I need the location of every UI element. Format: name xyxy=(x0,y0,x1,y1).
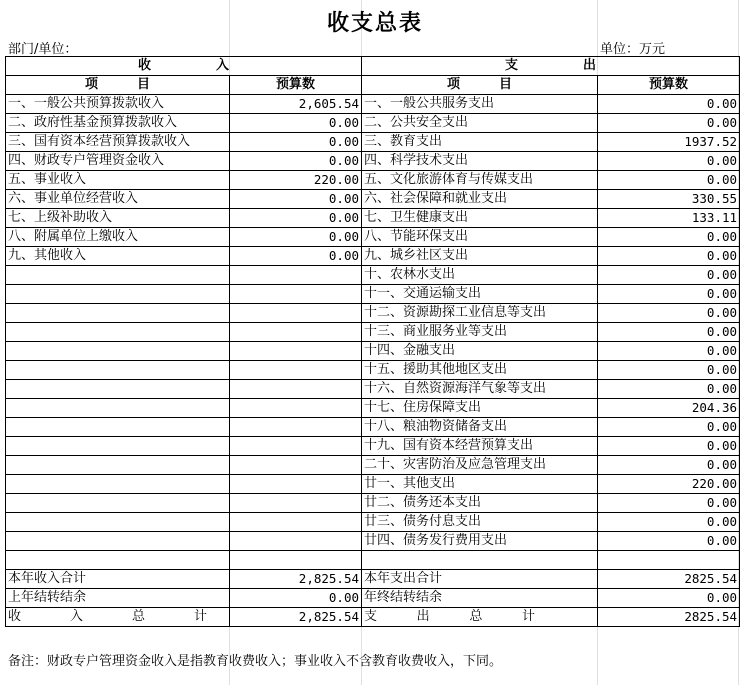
blank-cell xyxy=(6,285,230,304)
income-item-label: 三、国有资本经营预算拨款收入 xyxy=(6,133,230,152)
expense-item-label: 廿四、债务发行费用支出 xyxy=(362,532,598,551)
income-total-char: 收 xyxy=(8,609,22,624)
income-budget-header: 预算数 xyxy=(230,76,362,95)
expense-year-total-label: 本年支出合计 xyxy=(362,570,598,589)
table-row xyxy=(6,532,740,551)
income-item-value: 0.00 xyxy=(230,228,362,247)
blank-cell xyxy=(230,361,362,380)
expense-grand-total-label xyxy=(362,608,598,627)
blank-cell xyxy=(230,380,362,399)
table-row xyxy=(6,399,740,418)
expense-item-value: 133.11 xyxy=(598,209,740,228)
blank-cell xyxy=(6,456,230,475)
income-year-total-value: 2,825.54 xyxy=(230,570,362,589)
expense-budget-header: 预算数 xyxy=(598,76,740,95)
income-grand-total-value: 2,825.54 xyxy=(230,608,362,627)
table-row xyxy=(6,342,740,361)
blank-cell xyxy=(230,285,362,304)
income-item-label: 五、事业收入 xyxy=(6,171,230,190)
table-row xyxy=(6,323,740,342)
expense-item-value: 0.00 xyxy=(598,152,740,171)
expense-item-label: 六、社会保障和就业支出 xyxy=(362,190,598,209)
expense-item-label: 十七、住房保障支出 xyxy=(362,399,598,418)
department-label: 部门/单位： xyxy=(8,42,78,57)
blank-cell xyxy=(6,494,230,513)
blank-cell xyxy=(230,551,362,570)
income-item-value: 0.00 xyxy=(230,247,362,266)
income-item-label: 二、政府性基金预算拨款收入 xyxy=(6,114,230,133)
expense-item-label: 九、城乡社区支出 xyxy=(362,247,598,266)
blank-cell xyxy=(6,399,230,418)
expense-item-label: 七、卫生健康支出 xyxy=(362,209,598,228)
table-row xyxy=(6,95,740,114)
expense-section-header: 支 出 xyxy=(362,57,740,76)
expense-item-label: 八、节能环保支出 xyxy=(362,228,598,247)
blank-cell xyxy=(230,475,362,494)
expense-item-value: 0.00 xyxy=(598,342,740,361)
expense-item-label: 十二、资源勘探工业信息等支出 xyxy=(362,304,598,323)
expense-item-value: 330.55 xyxy=(598,190,740,209)
expense-item-label: 四、科学技术支出 xyxy=(362,152,598,171)
expense-item-label: 廿三、债务付息支出 xyxy=(362,513,598,532)
income-grand-total-label xyxy=(6,608,230,627)
income-total-char: 总 xyxy=(131,609,145,624)
income-item-value: 2,605.54 xyxy=(230,95,362,114)
income-item-value: 220.00 xyxy=(230,171,362,190)
income-item-value: 0.00 xyxy=(230,190,362,209)
table-row xyxy=(6,285,740,304)
expense-item-value: 0.00 xyxy=(598,456,740,475)
expense-item-label: 一、一般公共服务支出 xyxy=(362,95,598,114)
blank-cell xyxy=(6,418,230,437)
table-row xyxy=(6,304,740,323)
blank-cell xyxy=(230,513,362,532)
blank-cell xyxy=(230,323,362,342)
expense-item-label: 十一、交通运输支出 xyxy=(362,285,598,304)
blank-cell xyxy=(230,304,362,323)
expense-item-value: 220.00 xyxy=(598,475,740,494)
income-total-char: 计 xyxy=(193,609,207,624)
expense-item-value: 0.00 xyxy=(598,285,740,304)
expense-item-label: 十九、国有资本经营预算支出 xyxy=(362,437,598,456)
income-item-value: 0.00 xyxy=(230,114,362,133)
prev-carry-value: 0.00 xyxy=(230,589,362,608)
blank-cell xyxy=(6,266,230,285)
expense-item-value: 0.00 xyxy=(598,418,740,437)
blank-cell xyxy=(362,551,598,570)
table-row xyxy=(6,475,740,494)
income-total-char: 入 xyxy=(69,609,83,624)
expense-item-header: 项 目 xyxy=(362,76,598,95)
income-item-label: 八、附属单位上缴收入 xyxy=(6,228,230,247)
income-item-value: 0.00 xyxy=(230,209,362,228)
expense-item-value: 1937.52 xyxy=(598,133,740,152)
expense-item-label: 廿二、债务还本支出 xyxy=(362,494,598,513)
table-row xyxy=(6,114,740,133)
table-row xyxy=(6,247,740,266)
income-item-value: 0.00 xyxy=(230,152,362,171)
blank-cell xyxy=(6,380,230,399)
blank-cell xyxy=(6,532,230,551)
expense-item-label: 二十、灾害防治及应急管理支出 xyxy=(362,456,598,475)
expense-item-label: 十三、商业服务业等支出 xyxy=(362,323,598,342)
expense-item-label: 十五、援助其他地区支出 xyxy=(362,361,598,380)
expense-item-label: 二、公共安全支出 xyxy=(362,114,598,133)
income-item-label: 四、财政专户管理资金收入 xyxy=(6,152,230,171)
expense-item-value: 0.00 xyxy=(598,95,740,114)
blank-cell xyxy=(230,418,362,437)
expense-item-value: 204.36 xyxy=(598,399,740,418)
expense-item-value: 0.00 xyxy=(598,228,740,247)
income-item-label: 一、一般公共预算拨款收入 xyxy=(6,95,230,114)
table-row xyxy=(6,209,740,228)
expense-item-value: 0.00 xyxy=(598,304,740,323)
expense-item-value: 0.00 xyxy=(598,171,740,190)
expense-total-char: 出 xyxy=(416,609,430,624)
expense-item-value: 0.00 xyxy=(598,532,740,551)
table-row xyxy=(6,494,740,513)
expense-item-value: 0.00 xyxy=(598,513,740,532)
blank-cell xyxy=(598,551,740,570)
expense-grand-total-value: 2825.54 xyxy=(598,608,740,627)
table-row xyxy=(6,361,740,380)
blank-cell xyxy=(6,475,230,494)
income-item-value: 0.00 xyxy=(230,133,362,152)
income-year-total-label: 本年收入合计 xyxy=(6,570,230,589)
table-row xyxy=(6,437,740,456)
expense-item-label: 廿一、其他支出 xyxy=(362,475,598,494)
expense-item-value: 0.00 xyxy=(598,437,740,456)
expense-item-label: 十六、自然资源海洋气象等支出 xyxy=(362,380,598,399)
expense-item-value: 0.00 xyxy=(598,380,740,399)
income-section-header: 收 入 xyxy=(6,57,362,76)
blank-cell xyxy=(6,342,230,361)
table-row xyxy=(6,456,740,475)
income-item-label: 九、其他收入 xyxy=(6,247,230,266)
budget-table xyxy=(5,56,740,627)
blank-cell xyxy=(230,437,362,456)
blank-cell xyxy=(6,361,230,380)
expense-item-value: 0.00 xyxy=(598,361,740,380)
expense-total-char: 计 xyxy=(521,609,535,624)
blank-cell xyxy=(230,494,362,513)
end-carry-value: 0.00 xyxy=(598,589,740,608)
table-row xyxy=(6,228,740,247)
expense-item-value: 0.00 xyxy=(598,266,740,285)
expense-item-label: 十、农林水支出 xyxy=(362,266,598,285)
expense-total-char: 总 xyxy=(469,609,483,624)
expense-year-total-value: 2825.54 xyxy=(598,570,740,589)
page-title: 收支总表 xyxy=(326,10,423,36)
expense-item-label: 五、文化旅游体育与传媒支出 xyxy=(362,171,598,190)
prev-carry-label: 上年结转结余 xyxy=(6,589,230,608)
expense-item-label: 十八、粮油物资储备支出 xyxy=(362,418,598,437)
blank-cell xyxy=(230,532,362,551)
table-row xyxy=(6,513,740,532)
table-row xyxy=(6,380,740,399)
blank-cell xyxy=(230,266,362,285)
blank-cell xyxy=(6,551,230,570)
table-row xyxy=(6,133,740,152)
expense-item-value: 0.00 xyxy=(598,494,740,513)
expense-item-value: 0.00 xyxy=(598,114,740,133)
table-row xyxy=(6,171,740,190)
expense-item-value: 0.00 xyxy=(598,247,740,266)
income-item-header: 项 目 xyxy=(6,76,230,95)
blank-cell xyxy=(6,323,230,342)
table-row xyxy=(6,418,740,437)
blank-cell xyxy=(6,304,230,323)
income-item-label: 六、事业单位经营收入 xyxy=(6,190,230,209)
blank-cell xyxy=(6,513,230,532)
expense-item-value: 0.00 xyxy=(598,323,740,342)
income-item-label: 七、上级补助收入 xyxy=(6,209,230,228)
unit-label: 单位：万元 xyxy=(600,42,666,57)
table-row xyxy=(6,266,740,285)
table-row xyxy=(6,190,740,209)
expense-item-label: 十四、金融支出 xyxy=(362,342,598,361)
end-carry-label: 年终结转结余 xyxy=(362,589,598,608)
blank-cell xyxy=(6,437,230,456)
table-row xyxy=(6,152,740,171)
expense-total-char: 支 xyxy=(364,609,378,624)
footnote: 备注：财政专户管理资金收入是指教育收费收入；事业收入不含教育收费收入，下同。 xyxy=(8,654,503,669)
expense-item-label: 三、教育支出 xyxy=(362,133,598,152)
blank-cell xyxy=(230,456,362,475)
blank-cell xyxy=(230,399,362,418)
blank-cell xyxy=(230,342,362,361)
